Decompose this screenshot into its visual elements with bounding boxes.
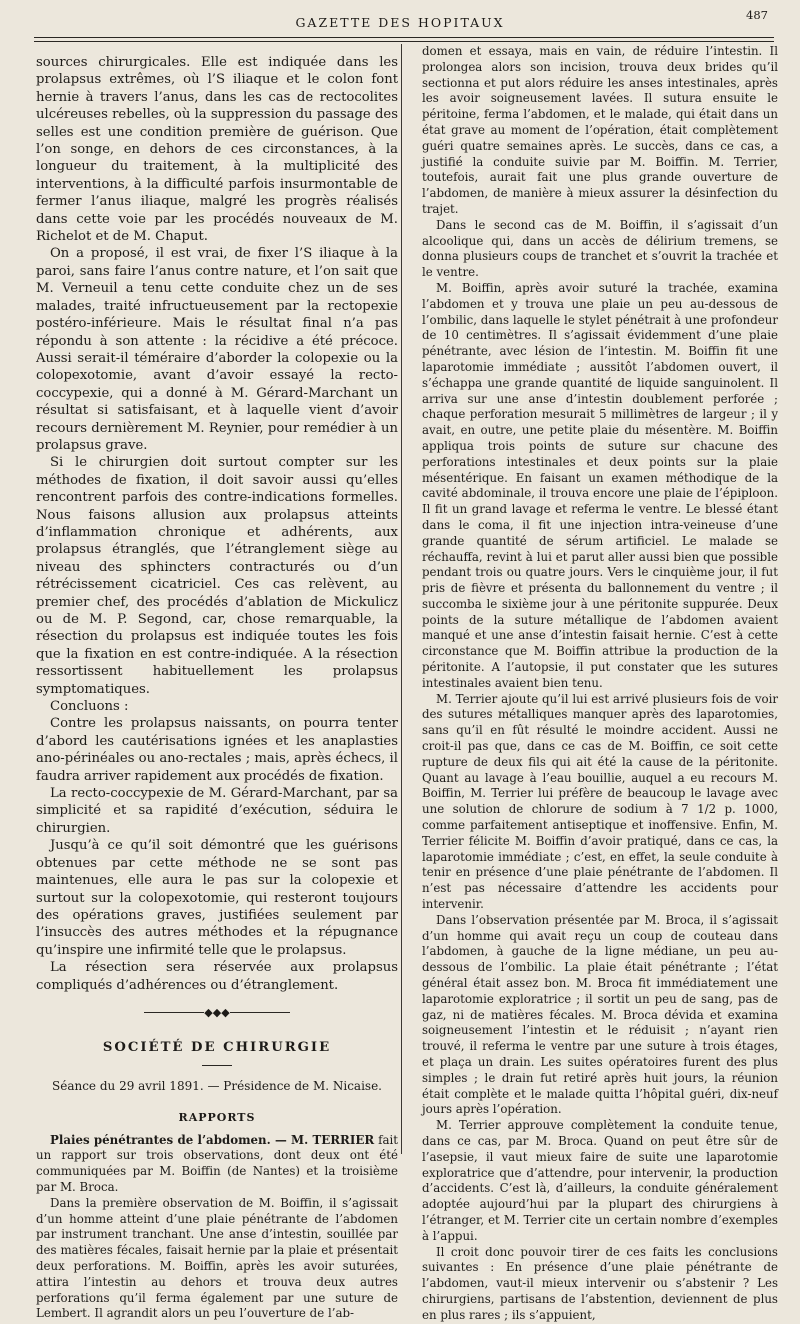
paragraph: Concluons :	[50, 699, 129, 715]
paragraph: Contre les prolapsus naissants, on pourra tenter d’abord les cautérisations ignées et les anaplasties ano-périnéales ou ano-rectales ; mais, après échecs, il faudra arriver rapidement aux procédés de fixation.	[36, 716, 398, 784]
paragraph: sources chirurgicales. Elle est indiquée dans les prolapsus extrêmes, où l’S iliaque et le colon font hernie à travers l’anus, dans les cas de rectocolites ulcéreuses rebelles, où la suppression du passage des selles est une condition première de guérison. Que l’on songe, en dehors de ces circonstances, à la longueur du traitement, à la multiplicité des interventions, à la difficulté parfois insurmontable de fermer l’anus iliaque, malgré les progrès réalisés dans cette voie par les procédés nouveaux de M. Richelot et de M. Chaput.	[36, 55, 398, 245]
right-column	[422, 44, 778, 1324]
paragraph: Il croit donc pouvoir tirer de ces faits les conclusions suivantes : En présence d’une plaie pénétrante de l’abdomen, vaut-il mieux intervenir ou s’abstenir ? Les chirurgiens, partisans de l’abstention, deviennent de plus en plus rares ; ils s’appuient,	[422, 1244, 778, 1322]
column-divider	[401, 44, 402, 1154]
left-column	[36, 54, 398, 1322]
paragraph: M. Terrier ajoute qu’il lui est arrivé plusieurs fois de voir des sutures métalliques manquer après des laparotomies, sans qu’il en fût résulté le moindre accident. Aussi ne croit-il pas que, dans ce cas de M. Boiffin, ce soit cette rupture de deux fils qui ait été la cause de la péritonite. Quant au lavage à l’eau bouillie, auquel a eu recours M. Boiffin, M. Terrier lui préfère de beaucoup le lavage avec une solution de chlorure de sodium à 7 1/2 p. 1000, comme parfaitement antiseptique et inoffensive. Enfin, M. Terrier félicite M. Boiffin d’avoir pratiqué, dans ce cas, la laparotomie immédiate ; c’est, en effet, la seule conduite à tenir en présence d’une plaie pénétrante de l’abdomen. Il n’est pas nécessaire d’attendre les accidents pour intervenir.	[422, 691, 778, 912]
paragraph: Si le chirurgien doit surtout compter sur les méthodes de fixation, il doit savoir aussi qu’elles rencontrent parfois des contre-indications formelles. Nous faisons allusion aux prolapsus atteints d’inflammation chronique et adhérents, aux prolapsus étranglés, que l’étranglement siège au niveau des sphincters contracturés ou d’un rétrécissement cicatriciel. Ces cas relèvent, au premier chef, des procédés d’ablation de Mickulicz ou de M. P. Segond, car, chose remarquable, la résection du prolapsus est indiquée toutes les fois que la fixation en est contre-indiquée. A la résection ressortissent habituellement les prolapsus symptomatiques.	[36, 455, 398, 697]
ornament-glyph: ◆◆◆	[204, 1005, 230, 1019]
paragraph: Dans l’observation présentée par M. Broca, il s’agissait d’un homme qui avait reçu un coup de couteau dans l’abdomen, à gauche de la ligne médiane, un peu au-dessous de l’ombilic. La plaie était pénétrante ; l’état général était assez bon. M. Broca fit immédiatement une laparotomie exploratrice ; il sortit un peu de sang, pas de gaz, ni de matières fécales. M. Broca dévida et examina soigneusement l’intestin et le réduisit ; n’ayant rien trouvé, il referma le ventre par une suture à trois étages, et plaça un drain. Les suites opératoires furent des plus simples ; le drain fut retiré après huit jours, la réunion était complète et le malade quitta l’hôpital guéri, dix-neuf jours après l’opération.	[422, 912, 778, 1117]
paragraph: La recto-coccypexie de M. Gérard-Marchant, par sa simplicité et sa rapidité d’exécution, séduira le chirurgien.	[36, 786, 398, 836]
short-rule	[202, 1065, 232, 1066]
paragraph: Jusqu’à ce qu’il soit démontré que les guérisons obtenues par cette méthode ne se sont pas maintenues, elle aura le pas sur la colopexie et surtout sur la colopexotomie, qui resteront toujours des opérations graves, justifiées seulement par l’insuccès des autres méthodes et la répugnance qu’inspire une infirmité telle que le prolapsus.	[36, 838, 398, 958]
paragraph: M. Boiffin, après avoir suturé la trachée, examina l’abdomen et y trouva une plaie un peu au-dessous de l’ombilic, dans laquelle le stylet pénétrait à une profondeur de 10 centimètres. Il s’agissait évidemment d’une plaie pénétrante, avec lésion de l’intestin. M. Boiffin fit une laparotomie immédiate ; aussitôt l’abdomen ouvert, il s’échappa une grande quantité de liquide sanguinolent. Il arriva sur une anse d’intestin doublement perforée ; chaque perforation mesurait 5 millimètres de largeur ; il y avait, en outre, une petite plaie du mésentère. M. Boiffin appliqua trois points de suture sur chacune des perforations intestinales et deux points sur la plaie mésentérique. En faisant un examen méthodique de la cavité abdominale, il trouva encore une plaie de l’épiploon. Il fit un grand lavage et referma le ventre. Le blessé étant dans le coma, il fit une injection intra-veineuse d’une grande quantité de sérum artificiel. Le malade se réchauffa, revint à lui et parut aller aussi bien que possible pendant trois ou quatre jours. Vers le cinquième jour, il fut pris de fièvre et présenta du ballonnement du ventre ; il succomba le sixième jour à une péritonite suppurée. Deux points de la suture métallique de l’abdomen avaient manqué et une anse d’intestin faisait hernie. C’est à cette circonstance que M. Boiffin attribue la production de la péritonite. A l’autopsie, il put constater que les sutures intestinales avaient bien tenu.	[422, 280, 778, 690]
page-number: 487	[746, 8, 768, 22]
paragraph: Dans le second cas de M. Boiffin, il s’agissait d’un alcoolique qui, dans un accès de délirium tremens, se donna plusieurs coups de tranchet et s’ouvrit la trachée et le ventre.	[422, 217, 778, 280]
running-header: GAZETTE DES HOPITAUX	[295, 15, 505, 30]
paragraph: On a proposé, il est vrai, de fixer l’S iliaque à la paroi, sans faire l’anus contre nature, et l’on sait que M. Verneuil a tenu cette conduite chez un de ses malades, traité infructueusement par la rectopexie postéro-inférieure. Mais le résultat final n’a pas répondu à son attente : la récidive a été précoce. Aussi serait-il téméraire d’aborder la colopexie ou la colopexotomie, avant d’avoir essayé la recto-coccypexie, qui a donné à M. Gérard-Marchant un résultat si satisfaisant, et à laquelle vient d’avoir recours dernièrement M. Reynier, pour remédier à un prolapsus grave.	[36, 246, 398, 453]
paragraph: Dans la première observation de M. Boiffin, il s’agissait d’un homme atteint d’une plaie pénétrante de l’abdomen par instrument tranchant. Une anse d’intestin, souillée par des matières fécales, faisait hernie par la plaie et présentait deux perforations. M. Boiffin, après les avoir suturées, attira l’intestin au dehors et trouva deux autres perforations qu’il ferma également par une suture de Lembert. Il agrandit alors un peu l’ouverture de l’ab-	[36, 1195, 398, 1321]
paragraph: La résection sera réservée aux prolapsus compliqués d’adhérences ou d’étranglement.	[36, 960, 398, 993]
subhead-rapports: RAPPORTS	[178, 1111, 256, 1125]
report-intro: fait un rapport sur trois observations, dont deux ont été communiquées par M. Boiffin (de Nantes) et la troisième par M. Broca.	[36, 1132, 399, 1194]
session-line: Séance du 29 avril 1891. — Présidence de M. Nicaise.	[52, 1078, 382, 1093]
report-runin-heading: Plaies pénétrantes de l’abdomen. — M. TERRIER	[50, 1132, 375, 1147]
paragraph: domen et essaya, mais en vain, de réduire l’intestin. Il prolongea alors son incision, trouva deux brides qu’il sectionna et put alors réduire les anses intestinales, après les avoir soigneusement lavées. Il sutura ensuite le péritoine, ferma l’abdomen, et le malade, qui était dans un état grave au moment de l’opération, était complètement guéri quatre semaines après. Le succès, dans ce cas, a justifié la conduite suivie par M. Boiffin. M. Terrier, toutefois, aurait fait une plus grande ouverture de l’abdomen, de manière à mieux assurer la désinfection du trajet.	[422, 44, 778, 216]
section-title: SOCIÉTÉ DE CHIRURGIE	[102, 1040, 332, 1056]
section-ornament	[36, 1004, 398, 1021]
header-rule	[34, 37, 774, 42]
paragraph: M. Terrier approuve complètement la conduite tenue, dans ce cas, par M. Broca. Quand on peut être sûr de l’asepsie, il vaut mieux faire de suite une laparotomie exploratrice que d’attendre, pour intervenir, la production d’accidents. C’est là, d’ailleurs, la conduite généralement adoptée aujourd’hui par la plupart des chirurgiens à l’étranger, et M. Terrier cite un certain nombre d’exemples à l’appui.	[422, 1118, 778, 1243]
